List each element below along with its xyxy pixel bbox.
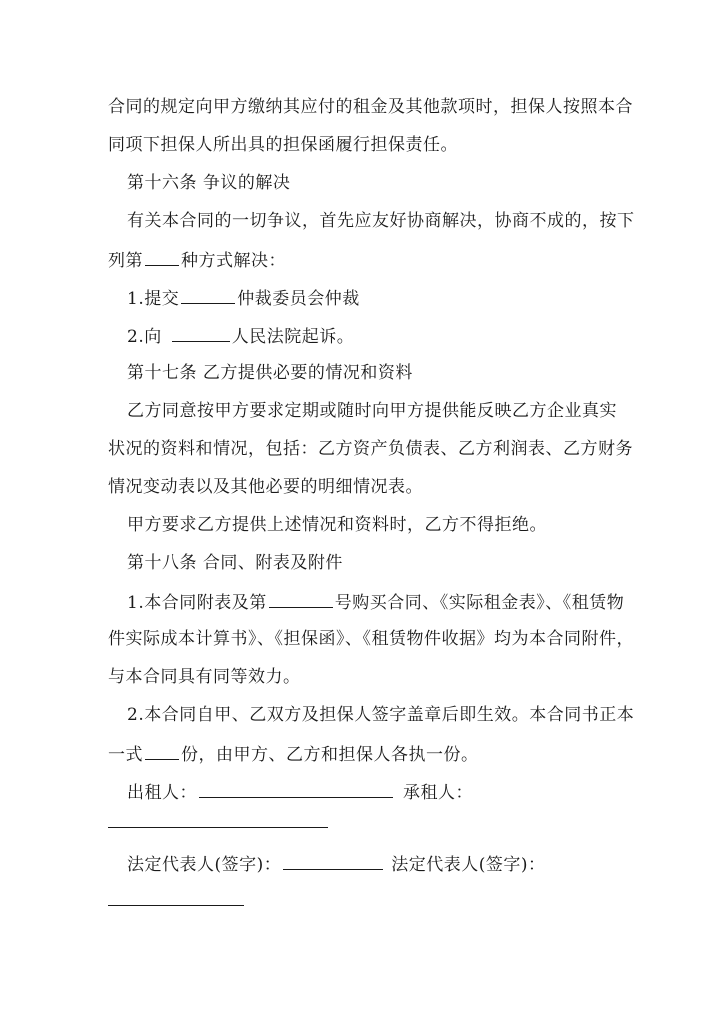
paragraph-line [108,475,628,499]
paragraph-line [127,285,647,311]
lessee-label: 承租人： [403,783,473,803]
paragraph-line [108,665,628,689]
lessor-signature-blank[interactable] [199,779,393,798]
text: 第十七条 乙方提供必要的情况和资料 [127,363,413,383]
paragraph-line [108,627,634,651]
paragraph-line [108,437,633,461]
text: 号购买合同、《实际租金表》、《租赁物 [334,593,625,613]
text: 2.本合同自甲、乙双方及担保人签字盖章后即生效。本合同书正本 [127,705,635,725]
paragraph-line [127,589,647,615]
dispute-method-blank[interactable] [145,247,179,266]
paragraph-line [108,741,628,767]
text: 人民法院起诉。 [231,327,355,347]
signature-line-parties [127,779,647,805]
paragraph-line [108,247,628,273]
text: 1.本合同附表及第 [127,593,267,613]
text: 第十六条 争议的解决 [127,173,291,193]
lessee-representative-blank[interactable] [108,905,244,906]
text: 第十八条 合同、附表及附件 [127,553,343,573]
paragraph-line [127,399,647,423]
purchase-contract-number-blank[interactable] [269,589,333,608]
paragraph-line [108,95,633,119]
article-17-heading [127,361,647,385]
text: 状况的资料和情况，包括：乙方资产负债表、乙方利润表、乙方财务 [108,439,633,459]
text: 同项下担保人所出具的担保函履行担保责任。 [108,135,458,155]
paragraph-line [108,133,628,157]
paragraph-line [127,703,647,727]
text: 种方式解决： [181,251,286,271]
text: 1.提交 [127,289,180,309]
text: 情况变动表以及其他必要的明细情况表。 [108,477,423,497]
court-blank[interactable] [172,323,230,342]
arbitration-committee-blank[interactable] [181,285,235,304]
lessor-representative-label: 法定代表人(签字)： [127,855,282,875]
text: 件实际成本计算书》、《担保函》、《租赁物件收据》均为本合同附件， [108,629,634,649]
text: 一式 [108,745,143,765]
paragraph-line [127,323,647,349]
text: 乙方同意按甲方要求定期或随时向甲方提供能反映乙方企业真实 [127,401,617,421]
text: 合同的规定向甲方缴纳其应付的租金及其他款项时，担保人按照本合 [108,97,633,117]
text: 2.向 [127,327,162,347]
signature-line-representatives [127,851,647,877]
text: 仲裁委员会仲裁 [237,289,360,309]
lessee-signature-blank[interactable] [108,827,328,828]
lessee-representative-label: 法定代表人(签字)： [391,855,546,875]
copies-count-blank[interactable] [145,741,179,760]
text: 甲方要求乙方提供上述情况和资料时，乙方不得拒绝。 [127,515,547,535]
lessor-label: 出租人： [127,783,197,803]
text: 与本合同具有同等效力。 [108,667,301,687]
paragraph-line [127,209,647,233]
text: 份，由甲方、乙方和担保人各执一份。 [181,745,479,765]
paragraph-line [127,513,647,537]
lessor-representative-blank[interactable] [283,851,383,870]
text: 有关本合同的一切争议，首先应友好协商解决，协商不成的，按下 [127,211,635,231]
article-18-heading [127,551,647,575]
text: 列第 [108,251,143,271]
article-16-heading [127,171,647,195]
